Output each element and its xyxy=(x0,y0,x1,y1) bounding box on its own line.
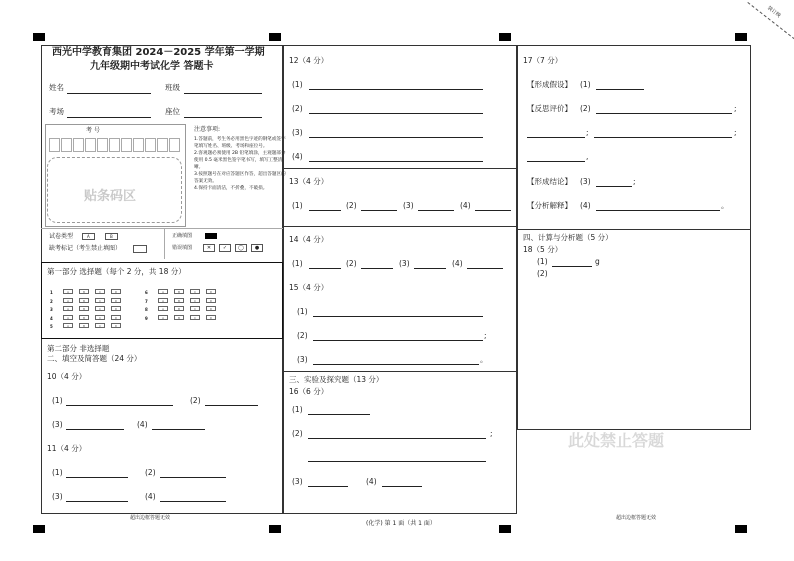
choice-bubble-a[interactable]: A xyxy=(158,298,168,303)
paper-type-b[interactable] xyxy=(105,233,118,240)
q17-answer-line[interactable] xyxy=(596,89,644,90)
registration-mark xyxy=(33,525,45,533)
q18-label: (1) xyxy=(537,257,548,266)
choice-bubble-a[interactable]: A xyxy=(158,306,168,311)
q12-answer-line[interactable] xyxy=(309,113,483,114)
q17-title: 17（7 分） xyxy=(523,56,563,65)
q10-title: 10（4 分） xyxy=(47,372,87,381)
exam-number-boxes xyxy=(49,138,182,152)
q17-suffix: ; xyxy=(633,177,636,186)
q11-answer-line[interactable] xyxy=(66,477,128,478)
paper-type-a-label: A xyxy=(87,234,90,239)
q15-answer-line[interactable] xyxy=(313,340,483,341)
q13-answer-line[interactable] xyxy=(309,210,341,211)
q13-label: (1) xyxy=(292,201,303,210)
part1-title: 第一部分 选择题（每个 2 分，共 18 分） xyxy=(47,267,186,276)
choice-bubble-d[interactable]: D xyxy=(206,306,216,311)
exam-number-digit[interactable] xyxy=(133,138,144,152)
choice-bubble-b[interactable]: B xyxy=(79,315,89,320)
choice-bubble-b[interactable]: B xyxy=(174,306,184,311)
q17-explanation-label: 【分析解释】 xyxy=(527,201,572,210)
q16-answer-line[interactable] xyxy=(308,461,486,462)
q13-label: (2) xyxy=(346,201,357,210)
choice-bubble-a[interactable]: A xyxy=(63,298,73,303)
exam-number-digit[interactable] xyxy=(73,138,84,152)
q15-label: (2) xyxy=(297,331,308,340)
choice-bubble-b[interactable]: B xyxy=(174,315,184,320)
question-number: 2 xyxy=(50,298,53,304)
page-title: 西光中学教育集团 2024－2025 学年第一学期 xyxy=(52,47,265,58)
q15-suffix: 。 xyxy=(480,355,488,364)
q10-answer-line[interactable] xyxy=(152,429,205,430)
q17-suffix: ; xyxy=(734,128,737,137)
q11-label: (2) xyxy=(145,468,156,477)
registration-mark xyxy=(33,33,45,41)
page-subtitle: 九年级期中考试化学 答题卡 xyxy=(90,61,214,72)
q11-title: 11（4 分） xyxy=(47,444,87,453)
choice-bubble-c[interactable]: C xyxy=(95,289,105,294)
divider xyxy=(517,229,751,230)
q18-answer-line[interactable] xyxy=(552,266,592,267)
part2-title: 第二部分 非选择题 xyxy=(47,344,110,353)
q12-label: (1) xyxy=(292,80,303,89)
registration-mark xyxy=(499,33,511,41)
class-field[interactable] xyxy=(184,93,262,94)
choice-bubble-b[interactable]: B xyxy=(79,289,89,294)
q12-label: (2) xyxy=(292,104,303,113)
question-number: 4 xyxy=(50,315,53,321)
q10-answer-line[interactable] xyxy=(205,405,258,406)
divider xyxy=(283,226,517,227)
choice-bubble-a[interactable]: A xyxy=(63,306,73,311)
q17-suffix: 。 xyxy=(721,201,729,210)
wrong-fill-label: 错误填图 xyxy=(172,245,193,251)
question-number: 8 xyxy=(145,307,148,312)
correct-fill-sample xyxy=(205,233,217,239)
registration-mark xyxy=(499,525,511,533)
q14-label: (2) xyxy=(346,259,357,268)
q17-label: (3) xyxy=(580,177,591,186)
q16-label: (3) xyxy=(292,477,303,486)
q11-label: (3) xyxy=(52,492,63,501)
exam-number-digit[interactable] xyxy=(121,138,132,152)
q16-answer-line[interactable] xyxy=(308,486,348,487)
q13-label: (4) xyxy=(460,201,471,210)
q14-answer-line[interactable] xyxy=(309,268,341,269)
choice-bubble-c[interactable]: C xyxy=(95,306,105,311)
room-field[interactable] xyxy=(67,117,151,118)
q15-answer-line[interactable] xyxy=(313,316,483,317)
q18-label: (2) xyxy=(537,269,548,278)
absent-label: 缺考标记（考生禁止填图） xyxy=(49,245,122,252)
registration-mark xyxy=(735,525,747,533)
q13-label: (3) xyxy=(403,201,414,210)
divider xyxy=(41,228,283,229)
name-field[interactable] xyxy=(67,93,151,94)
choice-bubble-c[interactable]: C xyxy=(95,323,105,328)
note-item: 4.保持卡面清洁，不折叠，不破损。 xyxy=(194,186,268,191)
footer-left: 超出边框答题无效 xyxy=(130,515,171,521)
q16-label: (2) xyxy=(292,429,303,438)
registration-mark xyxy=(269,525,281,533)
q16-label: (4) xyxy=(366,477,377,486)
q12-answer-line[interactable] xyxy=(309,161,483,162)
divider xyxy=(283,371,517,372)
exam-number-digit[interactable] xyxy=(85,138,96,152)
q13-title: 13（4 分） xyxy=(289,177,329,186)
q14-answer-line[interactable] xyxy=(467,268,503,269)
corner-binding-tag xyxy=(748,2,794,42)
room-label: 考场 xyxy=(49,107,64,116)
exam-number-label: 考 号 xyxy=(86,127,100,134)
note-item: 2.客观题必须使用 2B 铅笔填涂，主观题部分使用 0.5 毫米黑色签字笔书写，填写工整清晰。 xyxy=(194,151,286,170)
divider xyxy=(283,168,517,169)
part2-subtitle: 二、填空及简答题（24 分） xyxy=(47,354,142,363)
exam-number-digit[interactable] xyxy=(49,138,60,152)
q11-answer-line[interactable] xyxy=(160,501,226,502)
registration-mark xyxy=(735,33,747,41)
choice-bubble-d[interactable]: D xyxy=(206,315,216,320)
q10-answer-line[interactable] xyxy=(66,429,124,430)
name-label: 姓名 xyxy=(49,83,64,92)
question-number: 7 xyxy=(145,298,148,304)
part3-title: 三、实验及探究题（13 分） xyxy=(289,375,384,384)
q11-answer-line[interactable] xyxy=(160,477,226,478)
choice-bubble-b[interactable]: B xyxy=(174,289,184,294)
footer-page-info: (化学) 第 1 面（共 1 面） xyxy=(366,520,436,527)
choice-bubble-b[interactable]: B xyxy=(79,306,89,311)
q13-answer-line[interactable] xyxy=(361,210,397,211)
seat-label: 座位 xyxy=(165,107,180,116)
q16-answer-line[interactable] xyxy=(308,438,486,439)
q13-answer-line[interactable] xyxy=(418,210,454,211)
exam-number-digit[interactable] xyxy=(61,138,72,152)
choice-bubble-d[interactable]: D xyxy=(206,298,216,303)
choice-bubble-a[interactable]: A xyxy=(63,323,73,328)
seat-field[interactable] xyxy=(184,117,262,118)
q17-answer-line[interactable] xyxy=(596,113,732,114)
q17-answer-line[interactable] xyxy=(596,210,720,211)
q17-suffix: , xyxy=(586,152,589,161)
choice-bubble-d[interactable]: D xyxy=(111,323,121,328)
choice-bubble-b[interactable]: B xyxy=(79,298,89,303)
wrong-fill-sample: ✓ xyxy=(219,244,231,252)
question-number: 3 xyxy=(50,307,53,312)
q18-title: 18（5 分） xyxy=(523,245,563,254)
choice-bubble-c[interactable]: C xyxy=(95,298,105,303)
q15-title: 15（4 分） xyxy=(289,283,329,292)
q15-label: (1) xyxy=(297,307,308,316)
q17-answer-line[interactable] xyxy=(594,137,732,138)
q10-label: (4) xyxy=(137,420,148,429)
barcode-label: 贴条码区 xyxy=(84,189,137,204)
q16-suffix: ; xyxy=(490,429,493,438)
wrong-fill-sample: ● xyxy=(251,244,263,252)
q12-label: (4) xyxy=(292,152,303,161)
q10-label: (2) xyxy=(190,396,201,405)
q14-title: 14（4 分） xyxy=(289,235,329,244)
q17-suffix: ; xyxy=(734,104,737,113)
q15-label: (3) xyxy=(297,355,308,364)
choice-bubble-a[interactable]: A xyxy=(158,315,168,320)
q17-hypothesis-label: 【形成假设】 xyxy=(527,80,572,89)
q10-label: (1) xyxy=(52,396,63,405)
choice-bubble-b[interactable]: B xyxy=(79,323,89,328)
q11-answer-line[interactable] xyxy=(66,501,128,502)
wrong-fill-sample: ◯ xyxy=(235,244,247,252)
q17-reflection-label: 【反思评价】 xyxy=(527,104,572,113)
q17-label: (1) xyxy=(580,80,591,89)
paper-type-a[interactable] xyxy=(82,233,95,240)
exam-number-digit[interactable] xyxy=(169,138,180,152)
q12-answer-line[interactable] xyxy=(309,137,483,138)
exam-number-digit[interactable] xyxy=(145,138,156,152)
q17-answer-line[interactable] xyxy=(596,186,632,187)
q12-label: (3) xyxy=(292,128,303,137)
choice-bubble-c[interactable]: C xyxy=(95,315,105,320)
exam-number-digit[interactable] xyxy=(109,138,120,152)
notes-list xyxy=(194,136,286,192)
choice-bubble-d[interactable]: D xyxy=(111,298,121,303)
choice-bubble-a[interactable]: A xyxy=(158,289,168,294)
q17-answer-line[interactable] xyxy=(527,137,585,138)
q16-answer-line[interactable] xyxy=(382,486,422,487)
q14-label: (1) xyxy=(292,259,303,268)
choice-bubble-c[interactable]: C xyxy=(190,315,200,320)
choice-bubble-d[interactable]: D xyxy=(111,315,121,320)
q16-answer-line[interactable] xyxy=(308,414,370,415)
q11-label: (4) xyxy=(145,492,156,501)
q14-label: (4) xyxy=(452,259,463,268)
choice-bubble-a[interactable]: A xyxy=(63,315,73,320)
q17-label: (4) xyxy=(580,201,591,210)
q15-answer-line[interactable] xyxy=(313,364,479,365)
divider xyxy=(164,229,166,259)
corner-tag-text: 装订线 xyxy=(766,5,782,20)
notes-title: 注意事项: xyxy=(194,126,221,133)
q12-title: 12（4 分） xyxy=(289,56,329,65)
choice-bubble-b[interactable]: B xyxy=(174,298,184,303)
q10-answer-line[interactable] xyxy=(66,405,173,406)
forbidden-area-watermark: 此处禁止答题 xyxy=(568,431,665,450)
choice-bubble-a[interactable]: A xyxy=(63,289,73,294)
question-number: 9 xyxy=(145,315,148,321)
choice-bubble-grid xyxy=(50,290,270,335)
q15-suffix: ; xyxy=(484,331,487,340)
choice-bubble-d[interactable]: D xyxy=(206,289,216,294)
q17-suffix: ; xyxy=(586,128,589,137)
note-item: 3.按照题号在对应答题区作答，超出答题区的答案无效。 xyxy=(194,172,286,184)
choice-bubble-d[interactable]: D xyxy=(111,306,121,311)
choice-bubble-c[interactable]: C xyxy=(190,298,200,303)
q18-unit: g xyxy=(595,257,600,266)
exam-number-digit[interactable] xyxy=(157,138,168,152)
q14-answer-line[interactable] xyxy=(361,268,393,269)
q16-title: 16（6 分） xyxy=(289,387,329,396)
wrong-fill-sample: ✕ xyxy=(203,244,215,252)
q14-answer-line[interactable] xyxy=(414,268,446,269)
question-number: 6 xyxy=(145,290,148,295)
choice-bubble-d[interactable]: D xyxy=(111,289,121,294)
q17-conclusion-label: 【形成结论】 xyxy=(527,177,572,186)
q17-label: (2) xyxy=(580,104,591,113)
absent-box[interactable] xyxy=(133,245,147,253)
choice-bubble-c[interactable]: C xyxy=(190,306,200,311)
q16-label: (1) xyxy=(292,405,303,414)
column-2 xyxy=(283,45,517,514)
choice-bubble-c[interactable]: C xyxy=(190,289,200,294)
paper-type-b-label: B xyxy=(110,234,113,239)
part4-title: 四、计算与分析题（5 分） xyxy=(523,233,613,242)
footer-right: 超出边框答题无效 xyxy=(616,515,657,521)
correct-fill-label: 正确填图 xyxy=(172,233,193,239)
question-number: 5 xyxy=(50,324,53,329)
class-label: 班级 xyxy=(165,83,180,92)
q12-answer-line[interactable] xyxy=(309,89,483,90)
registration-mark xyxy=(269,33,281,41)
q17-answer-line[interactable] xyxy=(527,161,585,162)
q10-label: (3) xyxy=(52,420,63,429)
exam-number-digit[interactable] xyxy=(97,138,108,152)
q13-answer-line[interactable] xyxy=(475,210,511,211)
question-number: 1 xyxy=(50,290,53,295)
paper-type-label: 试卷类型 xyxy=(49,233,74,240)
q14-label: (3) xyxy=(399,259,410,268)
note-item: 1.答题前，考生务必用黑色字迹的钢笔或签字笔填写姓名、班级、考场和座位号。 xyxy=(194,137,286,149)
q11-label: (1) xyxy=(52,468,63,477)
